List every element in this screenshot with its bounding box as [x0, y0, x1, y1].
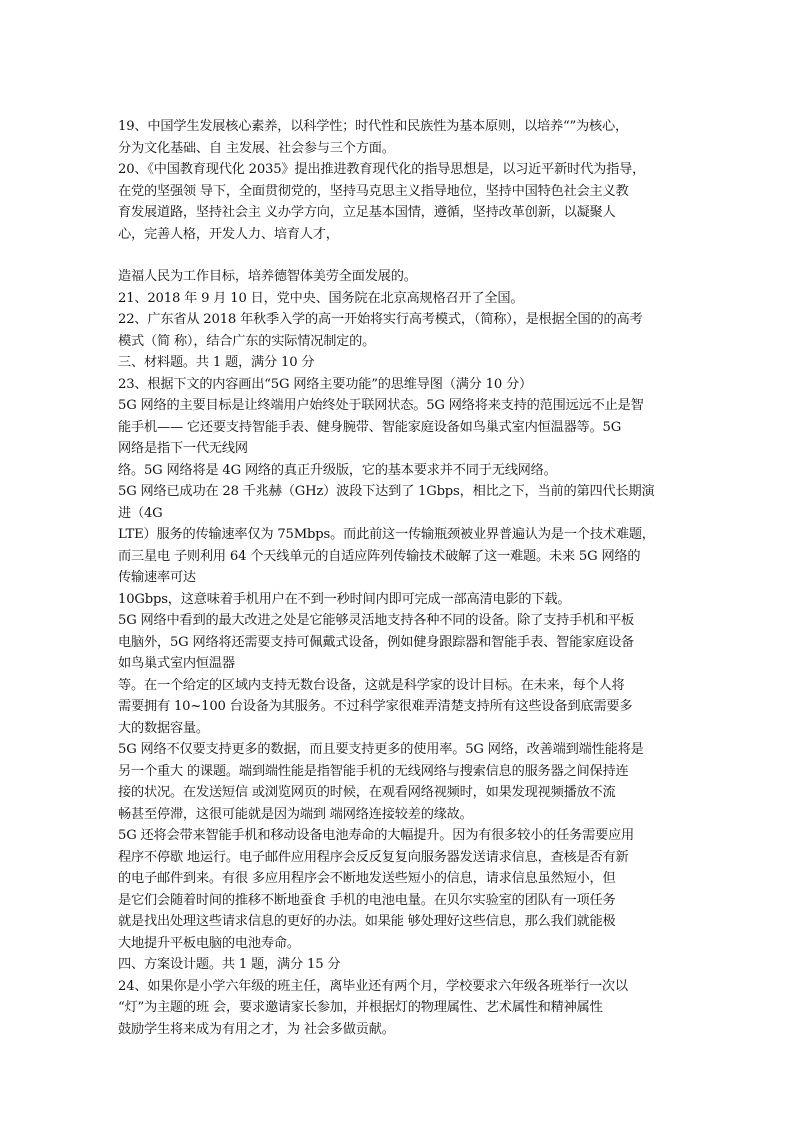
text-line: 在党的坚强领 导下，全面贯彻党的，坚持马克思主义指导地位，坚持中国特色社会主义教 — [118, 183, 629, 199]
text-line: 畅甚至停滞，这很可能就是因为端到 端网络连接较差的缘故。 — [118, 806, 473, 822]
text-line: 四、方案设计题。共 1 题，满分 15 分 — [118, 957, 341, 972]
text-line: 另一个重大 的课题。端到端性能是指智能手机的无线网络与搜索信息的服务器之间保持连 — [118, 763, 629, 779]
text-line: 电脑外，5G 网络将还需要支持可佩戴式设备，例如健身跟踪器和智能手表、智能家庭设备 — [118, 634, 635, 650]
text-line: 能手机—— 它还要支持智能手表、健身腕带、智能家庭设备如鸟巢式室内恒温器等。5G — [118, 419, 622, 435]
text-line: 20、《中国教育现代化 2035》提出推进教育现代化的指导思想是，以习近平新时代为指导， — [118, 162, 646, 177]
text-line: 的电子邮件到来。有很 多应用程序会不断地发送些短小的信息，请求信息虽然短小，但 — [118, 871, 616, 886]
text-line: 而三星电 子则利用 64 个天线单元的自适应阵列传输技术破解了这一难题。未来 5G 网络的 — [118, 548, 641, 564]
text-line: 10Gbps，这意味着手机用户在不到一秒时间内即可完成一部高清电影的下载。 — [118, 591, 571, 607]
text-line: 分为文化基础、自 主发展、社会参与三个方面。 — [118, 140, 395, 156]
text-line: 等。在一个给定的区域内支持无数台设备，这就是科学家的设计目标。在未来，每个人将 — [118, 677, 625, 693]
text-line: 接的状况。在发送短信 或浏览网页的时候，在观看网络视频时，如果发现视频播放不流 — [118, 785, 616, 800]
text-line: 5G 网络的主要目标是让终端用户始终处于联网状态。5G 网络将来支持的范围远远不止是智 — [118, 398, 644, 413]
text-line: 络。5G 网络将是 4G 网络的真正升级版，它的基本要求并不同于无线网络。 — [118, 462, 557, 478]
text-line: 大的数据容量。 — [118, 720, 209, 736]
text-line: 22、广东省从 2018 年秋季入学的高一开始将实行高考模式，（简称），是根据全国的的高考 — [118, 312, 643, 327]
text-line: “灯”为主题的班 会，要求邀请家长参加，并根据灯的物理属性、艺术属性和精神属性 — [118, 1000, 603, 1015]
text-line: 模式（简 称），结合广东的实际情况制定的。 — [118, 333, 376, 349]
text-line: 造福人民为工作目标，培养德智体美劳全面发展的。 — [118, 269, 417, 284]
text-line: 19、中国学生发展核心素养，以科学性；时代性和民族性为基本原则，以培养“”为核心， — [118, 119, 628, 134]
text-line: 育发展道路，坚持社会主 义办学方向，立足基本国情，遵循，坚持改革创新，以凝聚人 — [118, 205, 616, 220]
text-line: 需要拥有 10~100 台设备为其服务。不过科学家很难弄清楚支持所有这些设备到底需要多 — [118, 699, 633, 714]
text-line: 24、如果你是小学六年级的班主任，离毕业还有两个月，学校要求六年级各班举行一次以 — [118, 978, 628, 994]
text-line: 三、材料题。共 1 题，满分 10 分 — [118, 355, 315, 370]
text-line: 5G 网络中看到的最大改进之处是它能够灵活地支持各种不同的设备。除了支持手机和平板 — [118, 613, 635, 628]
text-line: 网络是指下一代无线网 — [118, 441, 248, 456]
text-line: LTE）服务的传输速率仅为 75Mbps。而此前这一传输瓶颈被业界普遍认为是一个技术难题， — [118, 527, 655, 542]
text-line: 21、2018 年 9 月 10 日，党中央、国务院在北京高规格召开了全国。 — [118, 290, 524, 306]
text-line: 5G 网络已成功在 28 千兆赫（GHz）波段下达到了 1Gbps，相比之下，当前的第四代长期演 — [118, 484, 655, 499]
text-line: 是它们会随着时间的推移不断地蚕食 手机的电池电量。在贝尔实验室的团队有一项任务 — [118, 892, 616, 908]
text-line: 5G 还将会带来智能手机和移动设备电池寿命的大幅提升。因为有很多较小的任务需要应用 — [118, 828, 635, 843]
text-line: 心，完善人格，开发人力、培育人才， — [118, 226, 339, 242]
blank-line — [118, 245, 678, 266]
text-line: 鼓励学生将来成为有用之才，为 社会多做贡献。 — [118, 1021, 395, 1037]
text-line: 就是找出处理这些请求信息的更好的办法。如果能 够处理好这些信息，那么我们就能极 — [118, 914, 616, 929]
text-line: 进（4G — [118, 505, 163, 521]
text-line: 如鸟巢式室内恒温器 — [118, 656, 235, 671]
text-line: 23、根据下文的内容画出“5G 网络主要功能”的思维导图（满分 10 分） — [118, 376, 533, 392]
text-line: 程序不停歇 地运行。电子邮件应用程序会反反复复向服务器发送请求信息，查核是否有新 — [118, 849, 629, 865]
document-page — [118, 116, 678, 1040]
text-line: 传输速率可达 — [118, 570, 196, 585]
text-line: 大地提升平板电脑的电池寿命。 — [118, 935, 300, 951]
text-line: 5G 网络不仅要支持更多的数据，而且要支持更多的使用率。5G 网络，改善端到端性能将是 — [118, 742, 644, 757]
